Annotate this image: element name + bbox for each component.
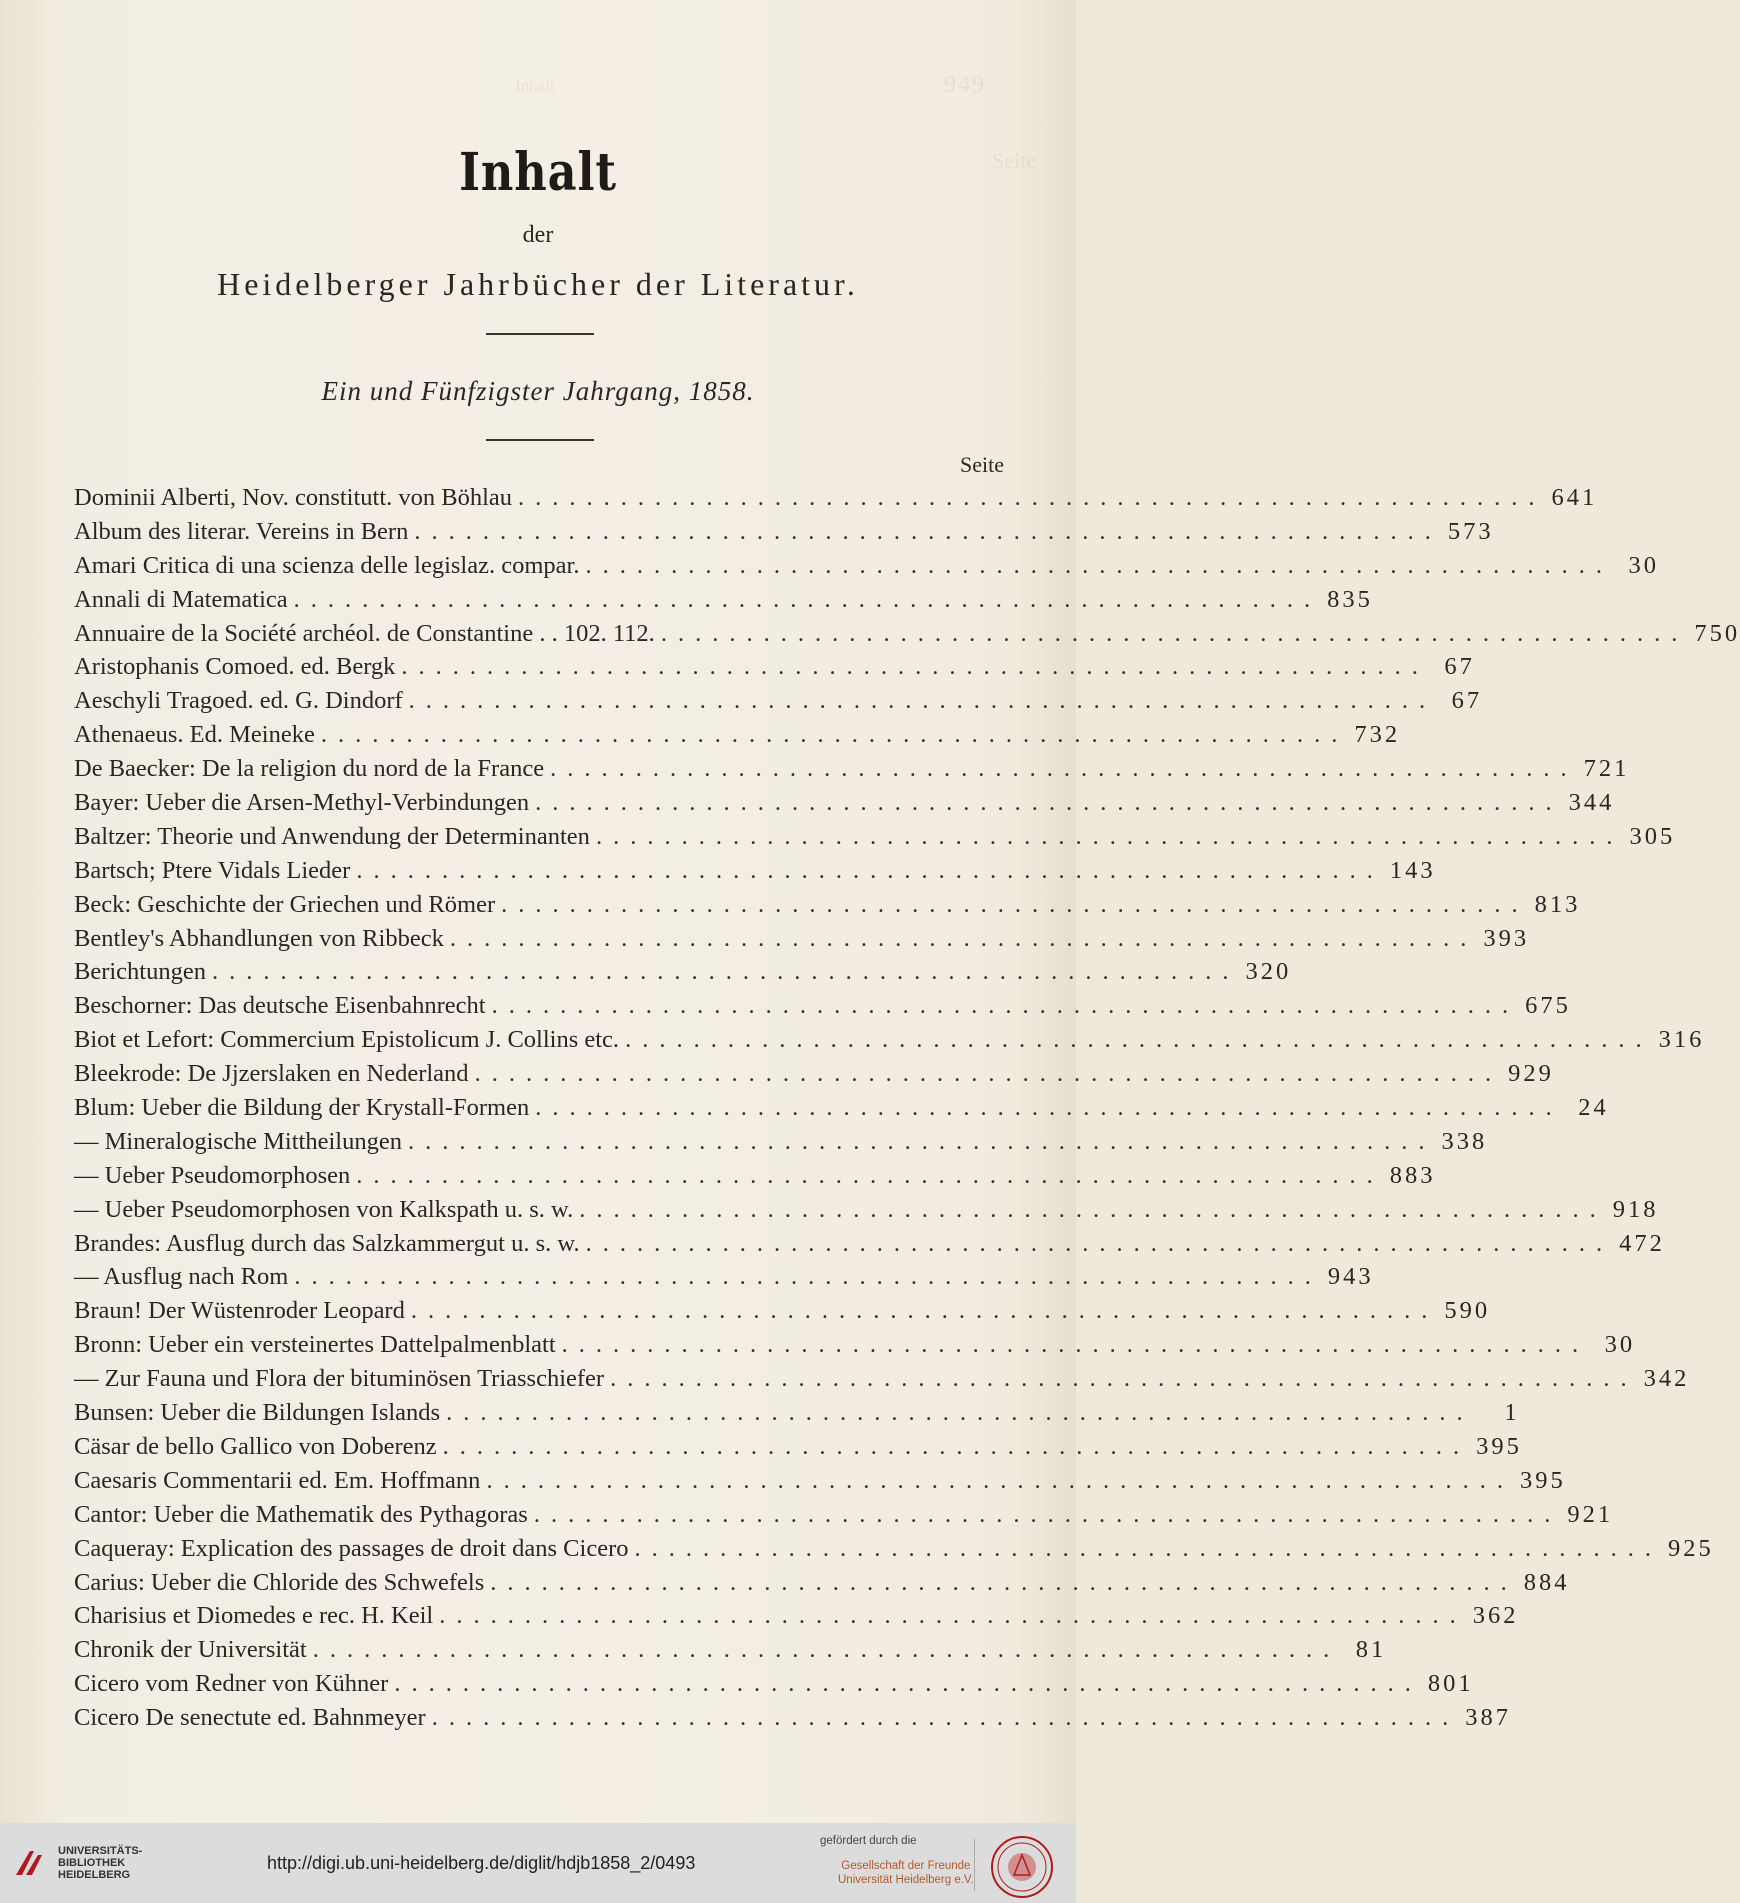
toc-entry <box>74 484 1598 518</box>
page-title: Inhalt <box>459 142 617 203</box>
entry-title: Bronn: Ueber ein versteinertes Dattelpalmenblatt <box>74 1331 556 1359</box>
entry-page-number: 750 <box>1694 619 1740 647</box>
permalink-url[interactable]: http://digi.ub.uni-heidelberg.de/diglit/hdjb1858_2/0493 <box>267 1853 696 1873</box>
toc-entry <box>74 1534 1714 1569</box>
entry-page-number: 929 <box>1508 1060 1554 1088</box>
entry-page-number: 67 <box>1444 653 1475 681</box>
dot-leader: ............................................................ <box>293 585 1322 613</box>
entry-page-number: 67 <box>1451 687 1483 715</box>
dot-leader: ............................................................ <box>401 653 1429 681</box>
entry-page-number: 24 <box>1578 1094 1609 1122</box>
entry-title: — Ausflug nach Rom <box>74 1263 289 1291</box>
toc-entry <box>74 789 1615 823</box>
entry-title: Aristophanis Comoed. ed. Bergk <box>74 653 396 681</box>
entry-page-number: 305 <box>1629 822 1676 850</box>
contents-list <box>74 484 1740 1738</box>
toc-entry <box>74 1060 1554 1094</box>
toc-entry <box>74 1500 1614 1535</box>
entry-title: Athenaeus. Ed. Meineke <box>74 721 315 749</box>
entry-title: — Ueber Pseudomorphosen <box>74 1161 351 1189</box>
toc-entry <box>74 517 1494 552</box>
entry-page-number: 395 <box>1476 1432 1522 1460</box>
university-seal-icon <box>990 1835 1054 1899</box>
funded-by-text: gefördert durch die <box>820 1835 917 1847</box>
toc-entry <box>74 992 1571 1026</box>
toc-entry <box>74 1568 1570 1603</box>
entry-page-number: 884 <box>1523 1568 1570 1596</box>
toc-entry <box>74 1229 1665 1264</box>
toc-entry <box>74 585 1373 620</box>
entry-page-number: 925 <box>1668 1534 1714 1562</box>
bleed-through-seite: Seite <box>992 148 1036 173</box>
entry-page-number: 801 <box>1427 1670 1474 1698</box>
dot-leader: ............................................................ <box>212 958 1240 986</box>
toc-entry <box>74 958 1292 992</box>
toc-entry <box>74 721 1401 755</box>
entry-page-number: 362 <box>1472 1602 1519 1630</box>
entry-title: Berichtungen <box>74 958 206 986</box>
entry-title: Bayer: Ueber die Arsen-Methyl-Verbindungen <box>74 789 530 817</box>
entry-page-number: 732 <box>1354 721 1401 749</box>
dot-leader: ............................................................ <box>394 1670 1422 1698</box>
dot-leader: ............................................................ <box>410 1297 1439 1325</box>
entry-page-number: 344 <box>1568 789 1615 817</box>
divider-rule <box>486 333 594 335</box>
entry-page-number: 316 <box>1658 1026 1705 1054</box>
entry-title: Dominii Alberti, Nov. constitutt. von Böhlau <box>74 484 513 511</box>
toc-entry <box>74 619 1740 654</box>
dot-leader: ............................................................ <box>312 1636 1341 1664</box>
dot-leader: ............................................................ <box>408 687 1437 715</box>
library-logo-icon <box>12 1845 48 1881</box>
entry-title: Amari Critica di una scienza delle legislaz. compar. <box>74 551 580 579</box>
toc-entry <box>74 1297 1491 1331</box>
entry-title: Blum: Ueber die Bildung der Krystall-Formen <box>74 1094 530 1122</box>
toc-entry <box>74 1466 1566 1501</box>
entry-title: Braun! Der Wüstenroder Leopard <box>74 1297 405 1325</box>
entry-page-number: 30 <box>1628 551 1659 579</box>
entry-title: Beck: Geschichte der Griechen und Römer <box>74 890 496 918</box>
entry-title: Annali di Matematica <box>74 585 288 613</box>
entry-title: Caqueray: Explication des passages de droit dans Cicero <box>74 1534 629 1562</box>
entry-title: Carius: Ueber die Chloride des Schwefels <box>74 1568 485 1596</box>
page-column-heading: Seite <box>960 452 1004 477</box>
toc-entry <box>74 924 1530 959</box>
society-name: Gesellschaft der Freunde Universität Heidelberg e.V. <box>838 1860 974 1886</box>
entry-title: Bartsch; Ptere Vidals Lieder <box>74 856 351 884</box>
toc-entry <box>74 1263 1374 1297</box>
entry-page-number: 387 <box>1465 1704 1511 1732</box>
toc-entry <box>74 653 1475 687</box>
entry-page-number: 393 <box>1483 924 1530 952</box>
toc-entry <box>74 1161 1436 1196</box>
entry-title: Bentley's Abhandlungen von Ribbeck <box>74 924 444 952</box>
entry-page-number: 81 <box>1355 1636 1387 1664</box>
dot-leader: ............................................................ <box>518 484 1546 511</box>
dot-leader: ............................................................ <box>486 1466 1514 1494</box>
toc-entry <box>74 822 1676 857</box>
toc-entry <box>74 551 1659 586</box>
entry-title: De Baecker: De la religion du nord de la France <box>74 755 545 783</box>
dot-leader: ............................................................ <box>439 1602 1467 1630</box>
title-connector: der <box>522 222 554 248</box>
entry-page-number: 143 <box>1389 856 1436 884</box>
toc-entry <box>74 1331 1636 1365</box>
entry-title: Baltzer: Theorie und Anwendung der Determinanten <box>74 822 590 850</box>
entry-title: Beschorner: Das deutsche Eisenbahnrecht <box>74 992 486 1020</box>
bleed-through-page-number: 949 <box>944 72 986 98</box>
entry-page-number: 342 <box>1643 1365 1690 1393</box>
divider-rule <box>486 439 594 441</box>
entry-title: Album des literar. Vereins in Bern <box>74 517 409 545</box>
entry-title: Biot et Lefort: Commercium Epistolicum J. Collins etc. <box>74 1026 620 1054</box>
entry-title: Annuaire de la Société archéol. de Constantine . . 102. 112. <box>74 619 655 647</box>
toc-entry <box>74 1704 1511 1738</box>
entry-page-number: 320 <box>1245 958 1292 986</box>
entry-page-number: 641 <box>1551 484 1598 511</box>
entry-title: Bunsen: Ueber die Bildungen Islands <box>74 1399 441 1427</box>
library-name: UNIVERSITÄTS- BIBLIOTHEK HEIDELBERG <box>58 1845 143 1881</box>
entry-title: Bleekrode: De Jjzerslaken en Nederland <box>74 1060 469 1088</box>
entry-page-number: 813 <box>1534 890 1581 918</box>
entry-page-number: 30 <box>1604 1331 1636 1359</box>
entry-title: — Ueber Pseudomorphosen von Kalkspath u. s. w. <box>74 1195 574 1223</box>
toc-entry <box>74 1602 1519 1636</box>
toc-entry <box>74 1195 1659 1230</box>
entry-title: Cicero vom Redner von Kühner <box>74 1670 389 1698</box>
dot-leader: ............................................................ <box>449 924 1478 952</box>
entry-page-number: 1 <box>1504 1399 1520 1427</box>
dot-leader: ............................................................ <box>294 1263 1322 1291</box>
entry-page-number: 590 <box>1444 1297 1491 1325</box>
bleed-through-running-head: Inhalt <box>515 76 555 95</box>
dot-leader: ............................................................ <box>561 1331 1590 1359</box>
dot-leader: ............................................................ <box>356 856 1384 884</box>
dot-leader: ............................................................ <box>414 517 1442 545</box>
dot-leader: ............................................................ <box>535 1094 1563 1122</box>
entry-page-number: 472 <box>1619 1229 1665 1257</box>
dot-leader: ............................................................ <box>585 1229 1614 1257</box>
dot-leader: ............................................................ <box>320 721 1349 749</box>
dot-leader: ............................................................ <box>490 1568 1518 1596</box>
entry-title: Cantor: Ueber die Mathematik des Pythagoras <box>74 1500 528 1528</box>
dot-leader: ............................................................ <box>585 551 1613 579</box>
entry-page-number: 921 <box>1567 1500 1614 1528</box>
dot-leader: ............................................................ <box>610 1365 1638 1393</box>
toc-entry <box>74 755 1630 789</box>
dot-leader: ............................................................ <box>356 1161 1384 1189</box>
dot-leader: ............................................................ <box>442 1432 1471 1460</box>
toc-entry <box>74 1094 1609 1128</box>
dot-leader: ............................................................ <box>474 1060 1503 1088</box>
dot-leader: ............................................................ <box>533 1500 1562 1528</box>
toc-entry <box>74 1026 1705 1060</box>
journal-title: Heidelberger Jahrbücher der Literatur. <box>217 266 859 302</box>
dot-leader: ............................................................ <box>634 1534 1662 1562</box>
toc-entry <box>74 1432 1522 1467</box>
toc-entry <box>74 1365 1690 1399</box>
footer-divider <box>974 1839 975 1891</box>
entry-title: Caesaris Commentarii ed. Em. Hoffmann <box>74 1466 481 1494</box>
entry-page-number: 721 <box>1583 755 1630 783</box>
entry-title: Aeschyli Tragoed. ed. G. Dindorf <box>74 687 403 715</box>
volume-year: Ein und Fünfzigster Jahrgang, 1858. <box>321 376 755 406</box>
dot-leader: ............................................................ <box>431 1704 1460 1732</box>
entry-title: Cicero De senectute ed. Bahnmeyer <box>74 1704 426 1732</box>
entry-title: Chronik der Universität <box>74 1636 307 1664</box>
viewer-footer <box>0 1823 1076 1903</box>
toc-entry <box>74 1636 1387 1670</box>
dot-leader: ............................................................ <box>407 1127 1436 1155</box>
dot-leader: ............................................................ <box>660 619 1689 647</box>
toc-entry <box>74 890 1581 925</box>
dot-leader: ............................................................ <box>491 992 1520 1020</box>
entry-page-number: 395 <box>1519 1466 1566 1494</box>
dot-leader: ............................................................ <box>550 755 1578 783</box>
toc-entry <box>74 1670 1474 1704</box>
toc-entry <box>74 1127 1488 1162</box>
dot-leader: ............................................................ <box>579 1195 1607 1223</box>
entry-page-number: 883 <box>1389 1161 1436 1189</box>
toc-entry <box>74 687 1483 721</box>
entry-title: Cäsar de bello Gallico von Doberenz <box>74 1432 437 1460</box>
dot-leader: ............................................................ <box>501 890 1529 918</box>
entry-title: Charisius et Diomedes e rec. H. Keil <box>74 1602 434 1630</box>
entry-title: Brandes: Ausflug durch das Salzkammergut u. s. w. <box>74 1229 580 1257</box>
dot-leader: ............................................................ <box>625 1026 1653 1054</box>
entry-title: — Zur Fauna und Flora der bituminösen Triasschiefer <box>74 1365 605 1393</box>
entry-page-number: 573 <box>1447 517 1494 545</box>
entry-page-number: 338 <box>1441 1127 1488 1155</box>
dot-leader: ............................................................ <box>535 789 1563 817</box>
dot-leader: ............................................................ <box>595 822 1624 850</box>
toc-entry <box>74 856 1436 891</box>
entry-page-number: 918 <box>1612 1195 1659 1223</box>
entry-page-number: 943 <box>1327 1263 1374 1291</box>
dot-leader: ............................................................ <box>446 1399 1474 1427</box>
toc-entry <box>74 1399 1520 1433</box>
entry-page-number: 835 <box>1327 585 1373 613</box>
entry-title: — Mineralogische Mittheilungen <box>74 1127 402 1155</box>
entry-page-number: 675 <box>1525 992 1571 1020</box>
